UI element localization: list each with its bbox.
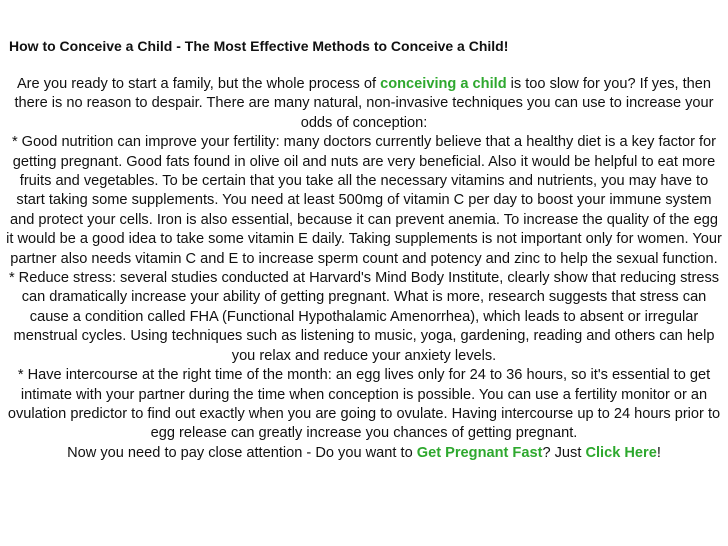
stress-paragraph: * Reduce stress: several studies conducted at Harvard's Mind Body Institute, clearly show that reducing stress can dramatically increase your ability of getting pregnant. What is more, research suggests that stress can cause a condition called FHA (Functional Hypothalamic Amenorrhea), which leads to absent or irregular menstrual cycles. Using techniques such as listening to music, yoga, gardening, reading and others can help you relax and reduce your anxiety levels.	[8, 270, 720, 364]
closing-text-middle: ? Just	[542, 444, 586, 461]
article-body	[6, 75, 722, 463]
closing-text-after: !	[656, 444, 661, 461]
intro-text-before: Are you ready to start a family, but the whole process of	[16, 76, 381, 92]
closing-text-before: Now you need to pay close attention - Do you want to	[67, 444, 417, 461]
intro-paragraph	[6, 75, 722, 133]
page-title: How to Conceive a Child - The Most Effective Methods to Conceive a Child!	[9, 38, 509, 54]
intercourse-paragraph: * Have intercourse at the right time of the month: an egg lives only for 24 to 36 hours, so it's essential to get intimate with your partner during the time when conception is possible. You can use a fertility monitor or an ovulation predictor to find out exactly when you are going to ovulate. Having intercourse up to 24 hours prior to egg release can greatly increase you chances of getting pregnant.	[7, 367, 721, 442]
click-here-link[interactable]: Click Here	[585, 444, 657, 461]
nutrition-paragraph: * Good nutrition can improve your fertility: many doctors currently believe that a healthy diet is a key factor for getting pregnant. Good fats found in olive oil and nuts are very beneficial. Also it would be helpful to eat more fruits and vegetables. To be certain that you take all the necessary vitamins and nutrients, you may have to start taking some supplements. You need at least 500mg of vitamin C per day to boost your immune system and protect your cells. Iron is also essential, because it can prevent anemia. To increase the quality of the egg it would be a good idea to take some vitamin E daily. Taking supplements is not important only for women. Your partner also needs vitamin C and E to increase sperm count and potency and zinc to help the sexual function.	[6, 134, 722, 267]
intro-text-after: is too slow for you? If yes, then there is no reason to despair. There are many natural, non-invasive techniques you can use to increase your odds of conception:	[14, 76, 714, 131]
get-pregnant-fast-link[interactable]: Get Pregnant Fast	[416, 444, 543, 461]
conceiving-a-child-link[interactable]: conceiving a child	[380, 76, 507, 92]
closing-paragraph	[6, 444, 722, 463]
